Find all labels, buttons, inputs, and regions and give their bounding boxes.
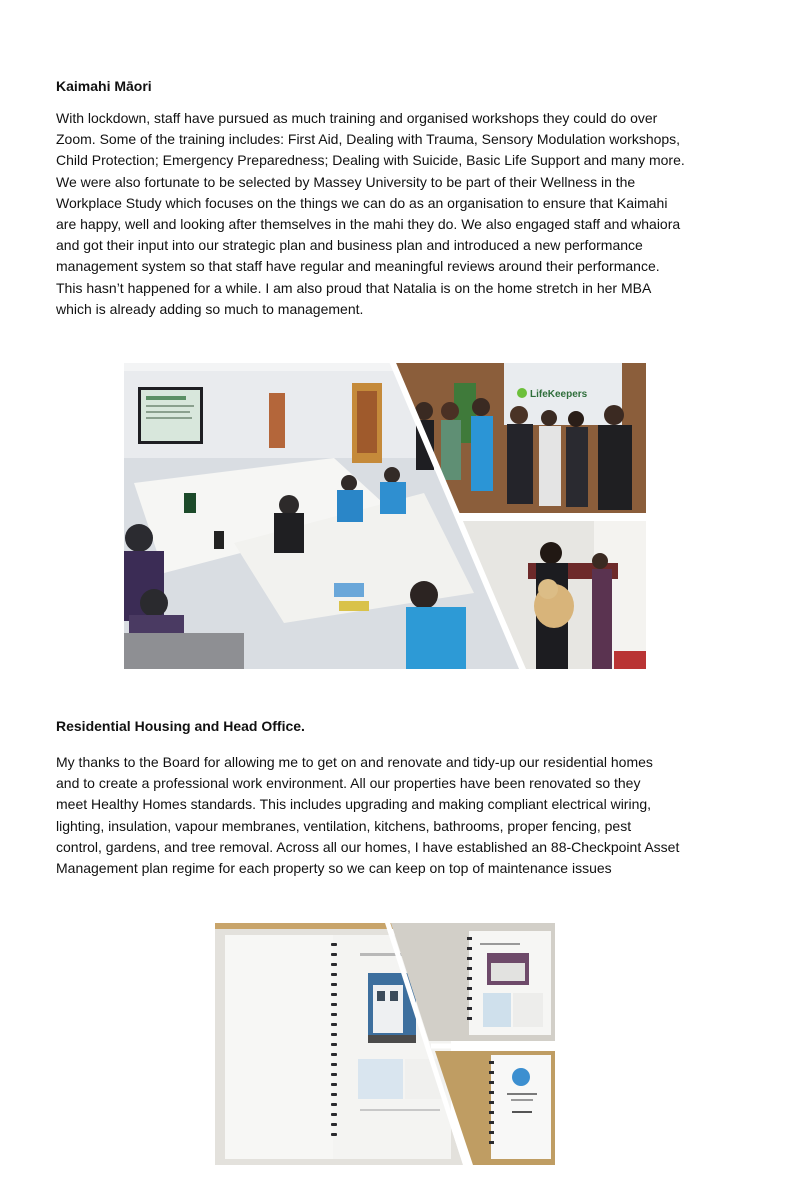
text-line: With lockdown, staff have pursued as much training and organised workshops they could do over	[56, 110, 658, 126]
section-heading-residential-housing: Residential Housing and Head Office.	[56, 718, 305, 734]
lifekeepers-screen-text: LifeKeepers	[530, 389, 588, 400]
text-line: and to create a professional work environment. All our properties have been renovated so they	[56, 775, 641, 792]
text-line: management system so that staff have regular and meaningful reviews around their performance.	[56, 258, 660, 275]
logo-graphic	[512, 1068, 530, 1086]
text-line: Child Protection; Emergency Preparedness; Dealing with Suicide, Basic Life Support and many more.	[56, 152, 685, 169]
section-paragraph-kaimahi-maori	[56, 108, 746, 320]
text-line: My thanks to the Board for allowing me to get on and renovate and tidy-up our residential homes	[56, 754, 653, 770]
property-collage-graphic	[215, 923, 555, 1165]
text-line: are happy, well and looking after themselves in the mahi they do. We also engaged staff and whaiora	[56, 216, 681, 233]
text-line: We were also fortunate to be selected by Massey University to be part of their Wellness in the	[56, 173, 636, 190]
text-line: Zoom. Some of the training includes: First Aid, Dealing with Trauma, Sensory Modulation workshops,	[56, 131, 681, 148]
property-documents-collage	[215, 923, 555, 1165]
text-line: and got their input into our strategic plan and business plan and introduced a new performance	[56, 237, 643, 254]
text-line: Management plan regime for each property so we can keep on top of maintenance issues	[56, 860, 612, 877]
text-line: control, gardens, and tree removal. Across all our homes, I have established an 88-Checkpoint Asset	[56, 838, 680, 855]
section-paragraph-residential-housing	[56, 752, 746, 879]
text-line: lighting, insulation, vapour membranes, ventilation, kitchens, bathrooms, proper fencing, pest	[56, 817, 632, 834]
text-line: Workplace Study which focuses on the things we can do as an organisation to ensure that Kaimahi	[56, 194, 668, 211]
training-photo-collage	[124, 363, 646, 669]
text-line: which is already adding so much to management.	[56, 300, 364, 317]
section-heading-kaimahi-maori: Kaimahi Māori	[56, 78, 152, 94]
text-line: This hasn’t happened for a while. I am also proud that Natalia is on the home stretch in her MBA	[56, 279, 652, 296]
training-collage-graphic	[124, 363, 646, 669]
text-line: meet Healthy Homes standards. This includes upgrading and making compliant electrical wiring,	[56, 796, 652, 813]
